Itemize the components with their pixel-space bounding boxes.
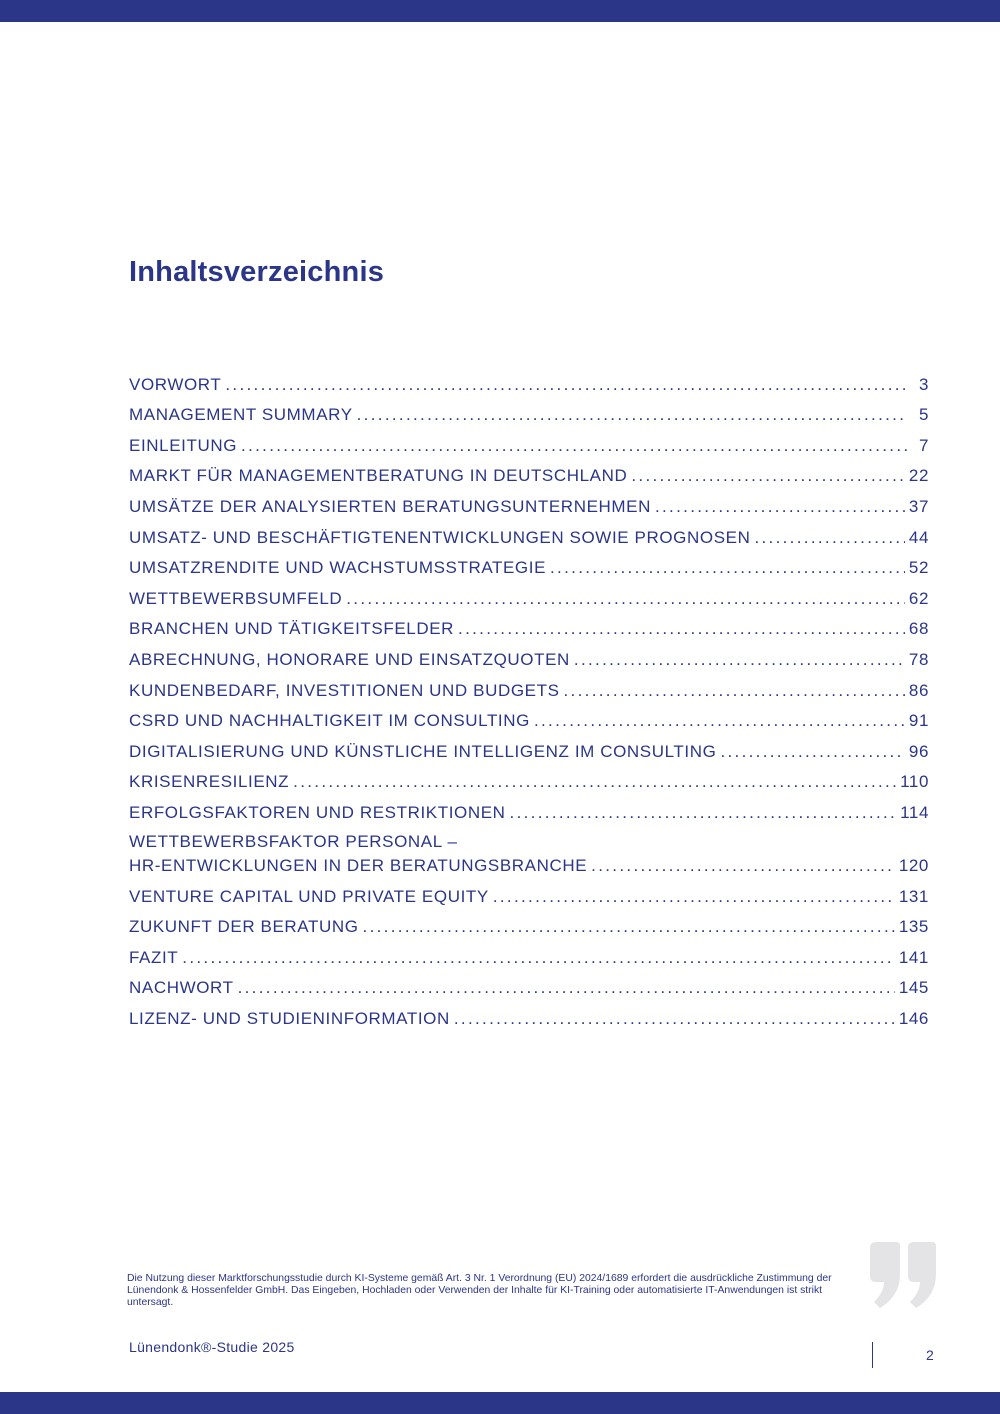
toc-entry-page-number: 114 (900, 802, 929, 822)
toc-entry-label-line: WETTBEWERBSUMFELD (129, 588, 343, 608)
toc-entry-label (129, 403, 353, 427)
page-title: Inhaltsverzeichnis (129, 256, 385, 288)
toc-entry-page-number: 141 (898, 947, 929, 967)
page-number: 2 (926, 1347, 934, 1363)
toc-entry-page-number: 37 (908, 496, 929, 516)
toc-dot-leader (182, 946, 895, 970)
toc-dot-leader (458, 617, 905, 641)
toc-entry-label (129, 587, 342, 611)
toc-entry-page-number: 7 (918, 435, 929, 455)
toc-entry-page-number: 22 (908, 466, 929, 486)
toc-entry-label-line: KUNDENBEDARF, INVESTITIONEN UND BUDGETS (129, 680, 560, 700)
footer-divider (872, 1342, 873, 1368)
toc-entry-label-line: HR-ENTWICKLUNGEN IN DER BERATUNGSBRANCHE (129, 855, 588, 875)
toc-entry[interactable] (129, 794, 929, 825)
toc-dot-leader (564, 679, 905, 703)
toc-entry-label (129, 976, 234, 1000)
toc-entry-page-number: 44 (908, 527, 929, 547)
toc-dot-leader (754, 526, 904, 550)
toc-entry-label (129, 740, 716, 764)
toc-entry-label (129, 373, 221, 397)
toc-dot-leader (293, 770, 896, 794)
toc-entry-page-number: 131 (898, 886, 929, 906)
toc-entry-label-line: UMSATZ- UND BESCHÄFTIGTENENTWICKLUNGEN SOWIE PROGNOSEN (129, 527, 751, 547)
toc-entry-label-line: ZUKUNFT DER BERATUNG (129, 917, 359, 937)
toc-entry[interactable] (129, 939, 929, 970)
toc-dot-leader (720, 740, 904, 764)
ai-usage-disclaimer: Die Nutzung dieser Marktforschungsstudie durch KI-Systeme gemäß Art. 3 Nr. 1 Verordnung (EU) 2024/1689 erfordert die ausdrückliche Zustimmung der Lünendonk & Hossenfelder GmbH. Das Eingeben, Hochladen oder Verwenden der Inhalte für KI-Training oder automatisierte IT-Anwendungen ist strikt untersagt. (127, 1273, 832, 1309)
toc-entry-page-number: 5 (918, 405, 929, 425)
toc-entry[interactable] (129, 878, 929, 909)
toc-dot-leader (631, 464, 905, 488)
toc-entry[interactable] (129, 733, 929, 764)
toc-dot-leader (346, 587, 905, 611)
toc-entry-page-number: 135 (898, 917, 929, 937)
toc-entry-label-line: NACHWORT (129, 978, 234, 998)
toc-entry-page-number: 62 (908, 588, 929, 608)
toc-entry-label (129, 556, 546, 580)
toc-entry-page-number: 52 (908, 558, 929, 578)
toc-dot-leader (534, 709, 905, 733)
toc-dot-leader (238, 976, 895, 1000)
toc-dot-leader (225, 373, 907, 397)
toc-entry[interactable] (129, 909, 929, 940)
toc-entry-label (129, 885, 489, 909)
toc-entry-label (129, 495, 651, 519)
toc-entry[interactable] (129, 970, 929, 1001)
toc-dot-leader (655, 495, 905, 519)
toc-entry[interactable] (129, 550, 929, 581)
toc-dot-leader (241, 434, 907, 458)
toc-entry[interactable] (129, 672, 929, 703)
toc-entry-page-number: 68 (908, 619, 929, 639)
bottom-accent-bar (0, 1392, 1000, 1414)
toc-entry-label-line: KRISENRESILIENZ (129, 772, 290, 792)
toc-entry[interactable] (129, 366, 929, 397)
toc-entry-label-line: FAZIT (129, 947, 179, 967)
toc-entry-page-number: 91 (908, 711, 929, 731)
toc-entry-label-line: CSRD UND NACHHALTIGKEIT IM CONSULTING (129, 711, 530, 731)
toc-entry-label (129, 526, 750, 550)
toc-dot-leader (493, 885, 895, 909)
toc-entry[interactable] (129, 427, 929, 458)
toc-entry[interactable] (129, 703, 929, 734)
toc-entry-label-line: MARKT FÜR MANAGEMENTBERATUNG IN DEUTSCHLAND (129, 466, 628, 486)
toc-dot-leader (510, 801, 897, 825)
toc-entry[interactable] (129, 641, 929, 672)
toc-entry[interactable] (129, 1000, 929, 1031)
toc-entry-label (129, 434, 237, 458)
toc-dot-leader (454, 1007, 895, 1031)
toc-entry-label (129, 770, 289, 794)
toc-dot-leader (357, 403, 907, 427)
toc-entry-page-number: 96 (908, 741, 929, 761)
toc-entry[interactable] (129, 580, 929, 611)
toc-entry-label (129, 946, 178, 970)
toc-entry-label (129, 830, 587, 878)
toc-entry-label (129, 679, 560, 703)
toc-entry-label (129, 801, 506, 825)
toc-entry[interactable] (129, 488, 929, 519)
toc-entry-page-number: 146 (898, 1008, 929, 1028)
toc-entry[interactable] (129, 519, 929, 550)
toc-entry-label-line: MANAGEMENT SUMMARY (129, 405, 353, 425)
toc-entry-page-number: 120 (898, 855, 929, 875)
toc-entry-label-line: EINLEITUNG (129, 435, 238, 455)
toc-entry-label-line: BRANCHEN UND TÄTIGKEITSFELDER (129, 619, 455, 639)
toc-entry-page-number: 110 (900, 772, 929, 792)
toc-entry-label-line: ABRECHNUNG, HONORARE UND EINSATZQUOTEN (129, 649, 570, 669)
toc-entry-page-number: 86 (908, 680, 929, 700)
toc-dot-leader (363, 915, 895, 939)
toc-entry-label (129, 617, 454, 641)
toc-entry[interactable] (129, 611, 929, 642)
toc-entry-label-line: DIGITALISIERUNG UND KÜNSTLICHE INTELLIGENZ IM CONSULTING (129, 741, 717, 761)
toc-entry[interactable] (129, 825, 929, 878)
toc-entry-label (129, 1007, 450, 1031)
toc-entry-label (129, 709, 530, 733)
toc-entry-label-line: VENTURE CAPITAL UND PRIVATE EQUITY (129, 886, 489, 906)
toc-entry-page-number: 78 (908, 649, 929, 669)
toc-entry-page-number: 3 (918, 374, 929, 394)
toc-entry-label-line: UMSÄTZE DER ANALYSIERTEN BERATUNGSUNTERNEHMEN (129, 496, 651, 516)
toc-dot-leader (550, 556, 905, 580)
table-of-contents (129, 366, 929, 1031)
footer-brand: Lünendonk®-Studie 2025 (129, 1339, 295, 1355)
toc-entry[interactable] (129, 764, 929, 795)
toc-entry-label (129, 915, 359, 939)
toc-entry-label (129, 648, 570, 672)
toc-entry-label-line: ERFOLGSFAKTOREN UND RESTRIKTIONEN (129, 802, 506, 822)
toc-dot-leader (574, 648, 905, 672)
toc-entry-label (129, 464, 627, 488)
toc-dot-leader (591, 854, 895, 878)
toc-entry-page-number: 145 (898, 978, 929, 998)
toc-entry-label-line: VORWORT (129, 374, 222, 394)
closing-quote-icon (866, 1230, 940, 1310)
top-accent-bar (0, 0, 1000, 22)
toc-entry[interactable] (129, 458, 929, 489)
toc-entry[interactable] (129, 397, 929, 428)
toc-entry-label-line: LIZENZ- UND STUDIENINFORMATION (129, 1008, 450, 1028)
toc-entry-label-line: WETTBEWERBSFAKTOR PERSONAL – (129, 831, 458, 851)
toc-entry-label-line: UMSATZRENDITE UND WACHSTUMSSTRATEGIE (129, 558, 547, 578)
